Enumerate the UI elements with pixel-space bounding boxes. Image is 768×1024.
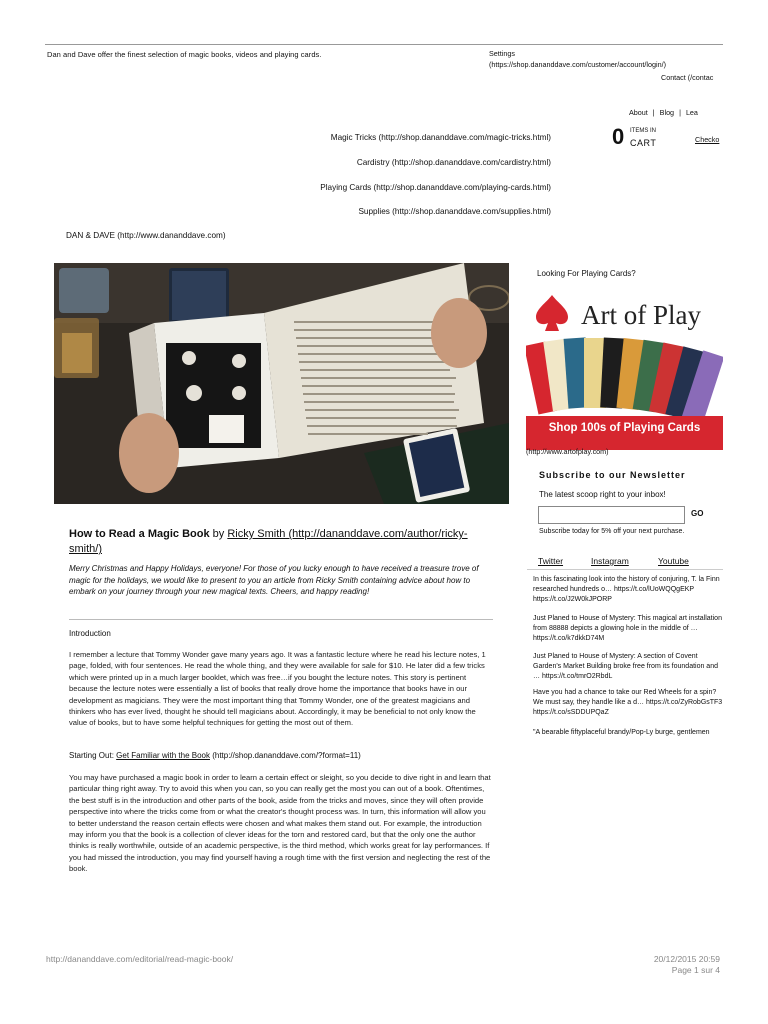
article-paragraph: You may have purchased a magic book in order to learn a certain effect or sleight, so you decide to dive right in and learn that particular thing right away. Try to avoid this when you can, so you can really get the most you can out of a book. Oftentimes, the best stuff is in the introduction and other parts of the book, aside from the tricks and moves, since they will often provide perspective into where the tricks come from or what the creator's thought process was. In turn, this information will allow you to better understand the reason certain effects were chosen and what makes them stand out. For example, the introduction may inform you that the book is a collection of clever ideas for the torn and restored card, but that the only one the author thinks is really worthwhile, outside of an academic perspective, is the third method, which works great for lay performances. If you had missed the introduction, you may find yourself having a rough time with the first version and neglecting the rest of the book. [69, 773, 491, 874]
twitter-link[interactable]: Twitter [538, 556, 564, 566]
contact-link[interactable]: Contact (/contac [661, 73, 714, 82]
cart-items-label: ITEMS IN [630, 128, 657, 134]
newsletter-go-button[interactable]: GO [691, 509, 704, 518]
cart-label[interactable]: CART [630, 138, 657, 148]
hero-image [54, 263, 509, 504]
article-author-link[interactable]: Ricky Smith (http://dananddave.com/author/ricky-smith/) [69, 528, 468, 555]
footer-page: Page 1 sur 4 [671, 965, 720, 975]
settings-url: (https://shop.dananddave.com/customer/account/login/) [489, 60, 666, 69]
site-logo-link[interactable]: DAN & DAVE (http://www.dananddave.com) [66, 231, 226, 240]
article-by: by [212, 528, 225, 540]
sidebar-heading: Looking For Playing Cards? [537, 269, 636, 278]
art-of-play-ad[interactable] [526, 288, 723, 450]
newsletter-note: Subscribe today for 5% off your next purchase. [539, 528, 685, 535]
article-paragraph: I remember a lecture that Tommy Wonder gave many years ago. It was a fantastic lecture where he read his lecture notes, 1 page, folded, with four sentences. He read the whole thing, and they were available for sale for $10. He later did a few tricks which were printed up in a much larger booklet, which was free…if you bought the lecture notes. This story is pertinent because the lecture notes were essentially a list of books that really drove home the importance that books have in our development as magicians. They were the most important thing that Tommy Wonder, one of the greatest magicians and thinkers who has ever lived, thought he should tell magicians about. Accordingly, it may be beneficial to not only know the value of books, but to have some helpful techniques for getting the most out of them. [69, 650, 486, 728]
cart-count[interactable]: 0 [612, 124, 625, 149]
newsletter-title: Subscribe to our Newsletter [539, 470, 686, 480]
ad-brand-text: Art of Play [581, 300, 701, 330]
instagram-link[interactable]: Instagram [591, 556, 629, 566]
ad-link[interactable]: (http://www.artofplay.com) [526, 447, 609, 456]
settings-label: Settings [489, 49, 515, 58]
site-tagline: Dan and Dave offer the finest selection of magic books, videos and playing cards. [47, 50, 322, 59]
checkout-link[interactable]: Checko [695, 135, 720, 144]
footer-url: http://dananddave.com/editorial/read-magic-book/ [46, 954, 234, 964]
youtube-link[interactable]: Youtube [658, 556, 689, 566]
ad-cta-text: Shop 100s of Playing Cards [548, 422, 701, 434]
hero-illustration [54, 263, 509, 504]
settings-link[interactable] [489, 48, 666, 70]
article-title: How to Read a Magic Book [69, 528, 210, 540]
article-heading [69, 527, 499, 557]
tweet-item[interactable]: Have you had a chance to take our Red Wheels for a spin? We must say, they handle like a d… https://t.co/ZyRobGsTF3 https://t.co/sSDDUPQaZ [533, 689, 723, 716]
starting-out-url[interactable]: (http://shop.dananddave.com/?format=11) [212, 751, 361, 760]
top-links: About | Blog | Lea [629, 108, 698, 117]
newsletter-text: The latest scoop right to your inbox! [539, 490, 666, 499]
nav-cardistry[interactable]: Cardistry (http://shop.dananddave.com/cardistry.html) [356, 158, 551, 167]
nav-supplies[interactable]: Supplies (http://shop.dananddave.com/supplies.html) [358, 207, 551, 216]
learn-link[interactable]: Lea [685, 108, 698, 117]
tweet-item[interactable]: Just Planed to House of Mystery: This magical art installation from 88888 depicts a glowing hole in the middle of … https://t.co/k7dkkD74M [533, 615, 722, 642]
newsletter-email-input[interactable] [538, 506, 685, 524]
section-title: Introduction [69, 629, 111, 638]
social-divider [527, 569, 723, 570]
article-intro: Merry Christmas and Happy Holidays, everyone! For those of you lucky enough to have received a treasure trove of magic for the holidays, we would like to present to you an article from Ricky Smith containing advice about how to embark on your journey through your new magical texts. Cheers, and happy reading! [69, 564, 479, 596]
spade-logo-icon [536, 295, 568, 331]
tweet-item[interactable]: In this fascinating look into the history of conjuring, T. la Finn researched hundreds o… https://t.co/lUoWQQgEKP https://t.co/J2W0kJPORP [533, 576, 720, 603]
top-rule [45, 44, 723, 45]
about-link[interactable]: About [629, 108, 648, 117]
starting-out-heading [69, 751, 361, 760]
tweet-item[interactable]: "A bearable fiftyplaceful brandy/Pop-Ly burge, gentlemen [533, 729, 710, 736]
nav-playing-cards[interactable]: Playing Cards (http://shop.dananddave.com/playing-cards.html) [320, 183, 551, 192]
tweet-item[interactable]: Just Planed to House of Mystery: A section of Covent Garden's Market Building broke free from its foundation and … https://t.co/tmrO2RbdL [533, 653, 718, 680]
footer-date: 20/12/2015 20:59 [653, 954, 720, 964]
section-divider [69, 619, 493, 620]
blog-link[interactable]: Blog [659, 108, 675, 117]
starting-out-link[interactable]: Get Familiar with the Book [116, 751, 210, 760]
nav-magic-tricks[interactable]: Magic Tricks (http://shop.dananddave.com/magic-tricks.html) [330, 133, 551, 142]
starting-out-label: Starting Out: [69, 751, 114, 760]
